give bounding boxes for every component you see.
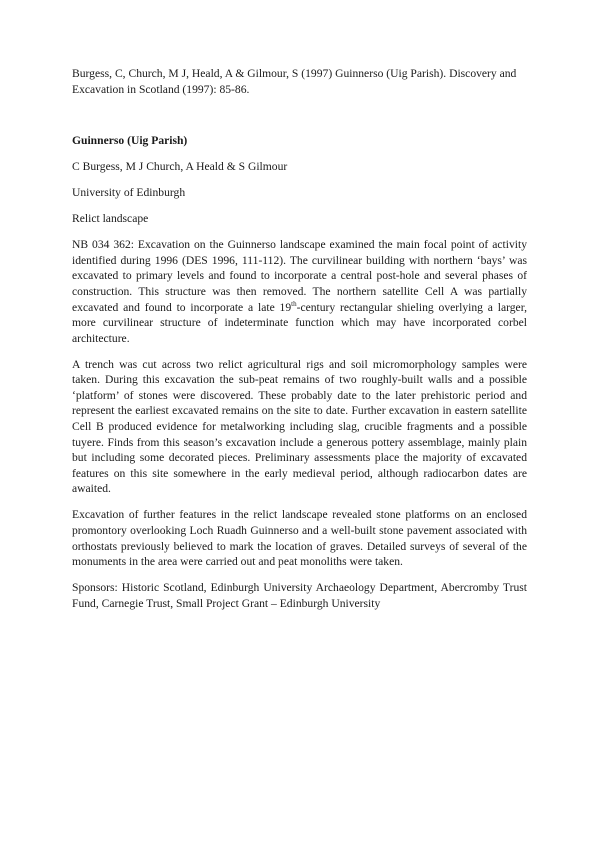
authors: C Burgess, M J Church, A Heald & S Gilmour [72,160,288,174]
institution: University of Edinburgh [72,186,186,200]
paragraph-relict-landscape: Excavation of further features in the relict landscape revealed stone platforms on an enclosed promontory overlooking Loch Ruadh Guinnerso and a well-built stone pavement associated with orthostats previously believed to mark the location of graves. Detailed surveys of several of the monuments in the area were carried out and peat monoliths were taken. [72,508,527,569]
ordinal-superscript: th [291,299,297,308]
paragraph-excavation-text-1: NB 034 362: Excavation on the Guinnerso landscape examined the main focal point of activity identified during 1996 (DES 1996, 111-112). The curvilinear building with northern ‘bays’ was excavated to primary levels and found to incorporate a central post-hole and several phases of construction. This structure was then removed. The northern satellite Cell A was partially excavated and found to incorporate a late 19 [72,238,527,314]
page-title: Guinnerso (Uig Parish) [72,134,188,148]
paragraph-excavation [72,237,527,346]
sponsors: Sponsors: Historic Scotland, Edinburgh University Archaeology Department, Abercromby Trust Fund, Carnegie Trust, Small Project Grant – Edinburgh University [72,581,527,610]
paragraph-excavation-text-2: -century rectangular shieling overlying a larger, more curvilinear structure of indeterminate function which may have incorporated corbel architecture. [72,300,527,345]
citation: Burgess, C, Church, M J, Heald, A & Gilmour, S (1997) Guinnerso (Uig Parish). Discovery and Excavation in Scotland (1997): 85-86. [72,67,517,96]
document-page [72,66,527,611]
category: Relict landscape [72,212,149,226]
paragraph-trench: A trench was cut across two relict agricultural rigs and soil micromorphology samples were taken. During this excavation the sub-peat remains of two roughly-built walls and a possible ‘platform’ of stones were discovered. These probably date to the later prehistoric period and represent the earliest excavated remains on the site to date. Further excavation in eastern satellite Cell B produced evidence for metalworking including slag, crucible fragments and a possible tuyere. Finds from this season’s excavation include a generous pottery assemblage, mainly plain but including some decorated pieces. Preliminary assessments place the majority of excavated features on this site somewhere in the early medieval period, although radiocarbon dates are awaited. [72,357,527,496]
